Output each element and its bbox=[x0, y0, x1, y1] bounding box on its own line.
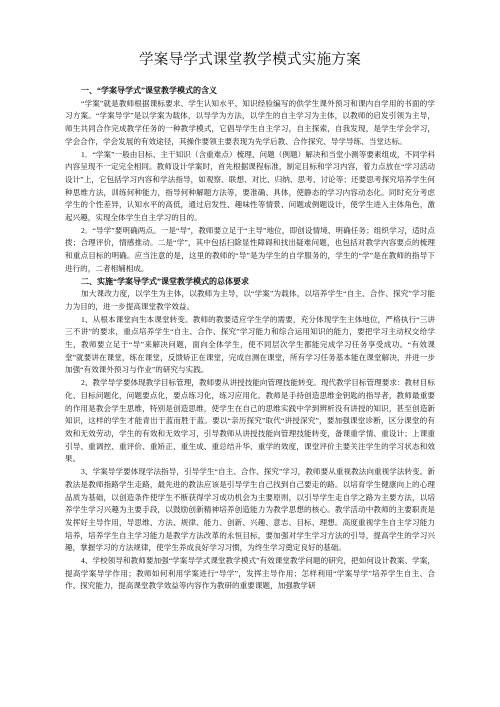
section-heading-requirements: 二、实施“学案导学式”课堂教学模式的总体要求 bbox=[81, 276, 249, 286]
section-meaning bbox=[65, 85, 435, 276]
section-requirements bbox=[65, 276, 435, 594]
paragraph: 1、从根本课堂向生本课堂转变。教师的教要适应学生学的需要，充分体现学生主体地位，严格执行“三讲三不讲”的要求，重点培养学生“自主、合作、探究”学习能力和综合运用知识的能力，要把学习主动权交给学生，教师要立足于“导”来解决问题，面向全体学生，使不同层次学生都能完成学习任务享受成功。“有效课堂”就要讲在课堂，练在课堂，反馈矫正在课堂，完成自测在课堂，所有学习任务基本能在课堂解决，并进一步加强“有效课外预习与作业”的研究与实践。 bbox=[65, 314, 435, 375]
section-heading-meaning: 一、“学案导学式”课堂教学模式的含义 bbox=[81, 86, 217, 95]
paragraph: 4、学校领导和教师要加强“学案导学式课堂教学模式”有效课堂教学问题的研究，把如何设计教案、学案，提高学案导学作用；教师如何利用学案进行“导学”，发挥主导作用；怎样利用“学案导学”培养学生自主、合作、探究能力，提高课堂教学效益等内容作为教研的重要课题，加强教学研 bbox=[65, 556, 435, 591]
document-title: 学案导学式课堂教学模式实施方案 bbox=[139, 52, 361, 68]
paragraph: 2．“导学”要明确两点。一是“导”，教师要立足于“主导”地位，即创设情境、明确任务；组织学习，适时点拨；合理评价，情感推动。二是“学”，其中包括扫除显性障碍和找出疑难问题，也包括对教学内容要点的梳理和重点目标的明确。应当注意的是，这里的教师的“导”是为学生的自学服务的，学生的“学”是在教师的指导下进行的，二者相辅相成。 bbox=[65, 225, 435, 273]
paragraph: 加大课改力度，以学生为主体，以教师为主导，以“学案”为载体，以培养学生“自主、合作、探究”学习能力为目的，进一步提高课堂教学效益。 bbox=[65, 289, 435, 311]
paragraph: 3、学案导学要体现学法指导，引导学生“自主、合作、探究”学习，教师要从重视教法向重视学法转变。新教法是教师指路学生走路，最先进的教法应该是引导学生自己找到自己要走的路。以培育学生健康向上的心理品质为基础，以创造条件使学生不断获得学习成功机会为主要原则，以引导学生走自学之路为主要方法，以培养学生学习兴趣为主要手段，以鼓励创新精神培养创造能力为教学思想的核心。教学活动中教师的主要职责是发挥好主导作用，导思维、方法、规律、能力、创新、兴趣、意志、目标、理想。高度重视学生自主学习能力培养，培养学生自主学习能力是教学方法改革的永恒目标，要加强对学生学习方法的引导，提高学生的学习兴趣，掌握学习的方法规律，使学生养成良好学习习惯，为终生学习奠定良好的基础。 bbox=[65, 467, 435, 553]
paragraph: 1．“学案”一般由目标、主干知识（含重难点）梳理、问题（例题）解决和当堂小测等要素组成，不同学科内容呈现不一定完全相同。教师设计学案时，首先根据课程标准，制定目标和学习内容，着力点放在“学习活动设计”上，它包括学习内容和学法指导，如观察、联想、对比、归纳、思考、讨论等；还要思考探究培养学生何种思维方法，训练何种能力，指导何种解题方法等，要准确、具体，使静态的学习内容动态化。同时充分考虑学生的个性差异，认知水平的高低，通过启发性、趣味性等情景、问题或例题设计，使学生进入主体角色，激起兴趣，实现全体学生自主学习的目的。 bbox=[65, 149, 435, 223]
paragraph: 2、教学导学要体现教学目标管理，教师要从讲授技能向管理技能转变。现代教学目标管理要求：教材目标化、目标问题化，问题要点化，要点练习化，练习应用化。教师是手持创造思维金钥匙的指导者，教师最重要的作用是教会学生思维，特别是创造思维，使学生在自己的思维实践中学到辨析没有讲授的知识，甚至创造新知识，这样的学生才能青出于蓝而胜于蓝。要以“亲历探究”取代“讲授深究”，要加强课堂诊断，区分课堂的有效和无效劳动，学生的有效和无效学习，引导教师从讲授技能向管理技能转变，备课重学情、重设计；上课重引导、重调控、重评价、重矫正、重生成、重总结升华、重学的效度，课堂评价主要关注学生的学习状态和效果。 bbox=[65, 378, 435, 464]
paragraph: “学案”就是教师根据课标要求、学生认知水平、知识经验编写的供学生课外预习和课内自学用的书面的学习方案。“学案导学”是以学案为载体，以导学为方法，以学生的自主学习为主体，以教师的启发引领为主导，师生共同合作完成教学任务的一种教学模式，它倡导学生自主学习，自主探索，自我发现，是学生学会学习，学会合作，学会发展的有效途径，其操作要领主要表现为先学后教、合作探究、导学导练、当堂达标。 bbox=[65, 98, 435, 146]
